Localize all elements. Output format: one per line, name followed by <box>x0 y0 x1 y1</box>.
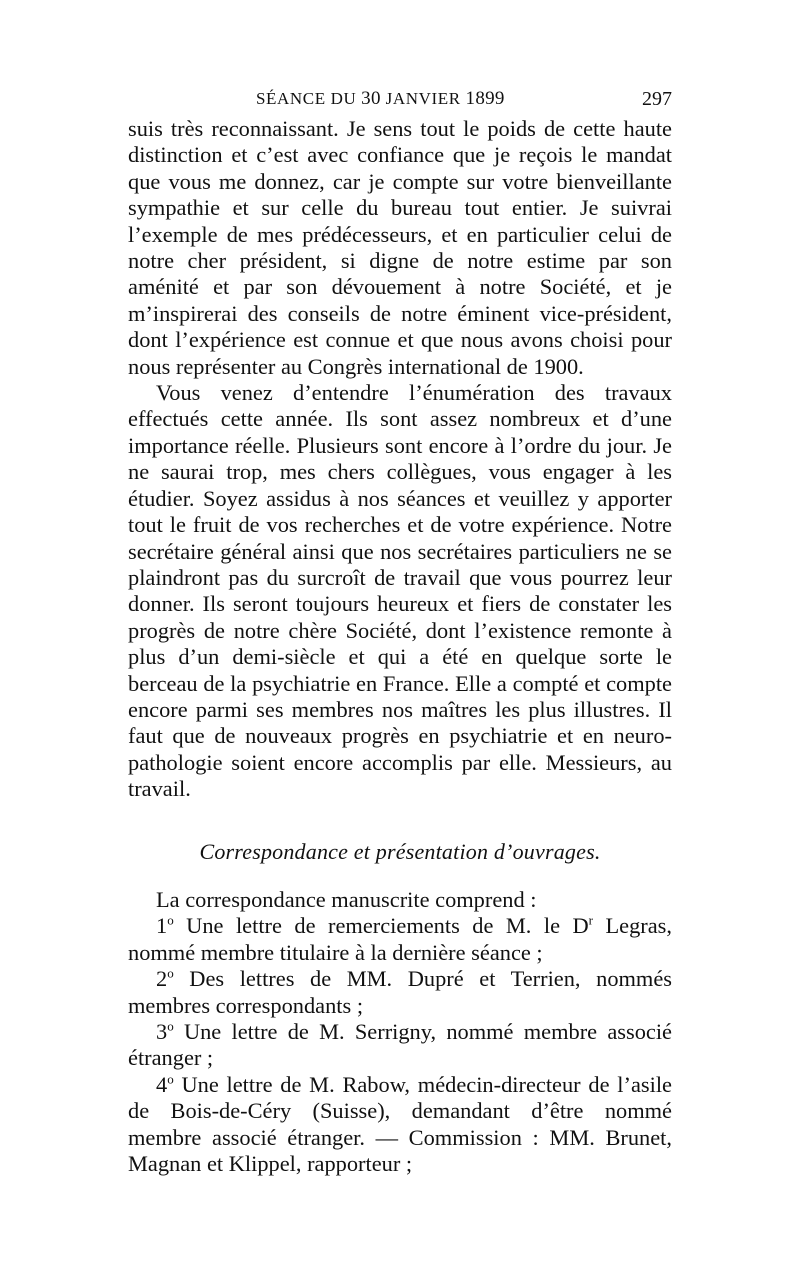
item-3-number: 3 <box>156 1019 168 1044</box>
correspondence-intro: La correspondance manuscrite comprend : <box>156 886 537 912</box>
correspondence-item-3 <box>128 1019 672 1072</box>
page-number: 297 <box>642 88 672 110</box>
correspondence-item-2 <box>128 966 672 1019</box>
running-head <box>128 88 672 114</box>
item-4-ordinal: o <box>167 1071 174 1087</box>
paragraph-2: Vous venez d’entendre l’énumération des travaux effectués cette année. Ils sont assez nombreux et d’une importance réelle. Plusieurs sont encore à l’ordre du jour. Je ne saurai trop, mes chers collègues, vous engager à les étudier. Soyez assidus à nos séances et veuillez y apporter tout le fruit de vos recherches et de votre expérience. Notre secrétaire général ainsi que nos secrétaires particuliers ne se plaindront pas du surcroît de travail que vous pourrez leur donner. Ils seront toujours heureux et fiers de constater les progrès de notre chère Société, dont l’existence remonte à plus d’un demi-siècle et qui a été en quelque sorte le berceau de la psychiatrie en France. Elle a compté et compte encore parmi ses membres nos maîtres les plus illustres. Il faut que de nouveaux progrès en psychiatrie et en neuro-pathologie soient encore accomplis par elle. Messieurs, au travail. <box>128 380 672 802</box>
running-head-title-prefix: SÉANCE DU <box>256 89 362 108</box>
item-4-number: 4 <box>156 1071 168 1097</box>
paragraph-1: suis très reconnaissant. Je sens tout le poids de cette haute distinction et c’est avec confiance que je reçois le mandat que vous me donnez, car je compte sur votre bienveillante sympathie et sur celle du bureau tout entier. Je suivrai l’exemple de mes prédécesseurs, et en particulier celui de notre cher président, si digne de notre estime par son aménité et par son dévouement à notre Société, et je m’inspirerai des conseils de notre éminent vice-président, dont l’expérience est connue et que nous avons choisi pour nous représenter au Congrès international de 1900. <box>128 116 672 379</box>
correspondence-list <box>128 887 672 1177</box>
running-head-title-number: 30 <box>361 88 381 109</box>
section-heading: Correspondance et présentation d’ouvrages. <box>199 838 601 864</box>
body-text <box>128 116 672 1177</box>
item-1-superscript: r <box>588 912 593 928</box>
item-3-text: Une lettre de M. Serrigny, nommé membre associé étranger ; <box>128 1019 672 1071</box>
item-4-text: Une lettre de M. Rabow, médecin-directeur de l’asile de Bois-de-Céry (Suisse), demandant d’être nommé membre associé étranger. — Commission : MM. Brunet, Magnan et Klippel, rapporteur ; <box>128 1071 672 1177</box>
item-1-text-a: Une lettre de remerciements de M. le D <box>173 913 589 939</box>
item-1-text-b: Legras, nommé membre titulaire à la dernière séance ; <box>128 913 672 965</box>
document-page <box>128 88 672 1177</box>
running-head-title-month: JANVIER <box>380 89 466 108</box>
item-2-text: Des lettres de MM. Dupré et Terrien, nommés membres correspondants ; <box>128 966 672 1018</box>
item-2-ordinal: o <box>167 965 174 981</box>
item-1-ordinal: o <box>167 912 174 928</box>
correspondence-item-1 <box>128 913 672 966</box>
running-head-title <box>256 88 505 110</box>
item-3-ordinal: o <box>167 1018 174 1034</box>
item-2-number: 2 <box>156 966 168 992</box>
correspondence-item-4 <box>128 1072 672 1178</box>
item-1-number: 1 <box>156 913 168 939</box>
running-head-title-year: 1899 <box>465 88 505 109</box>
